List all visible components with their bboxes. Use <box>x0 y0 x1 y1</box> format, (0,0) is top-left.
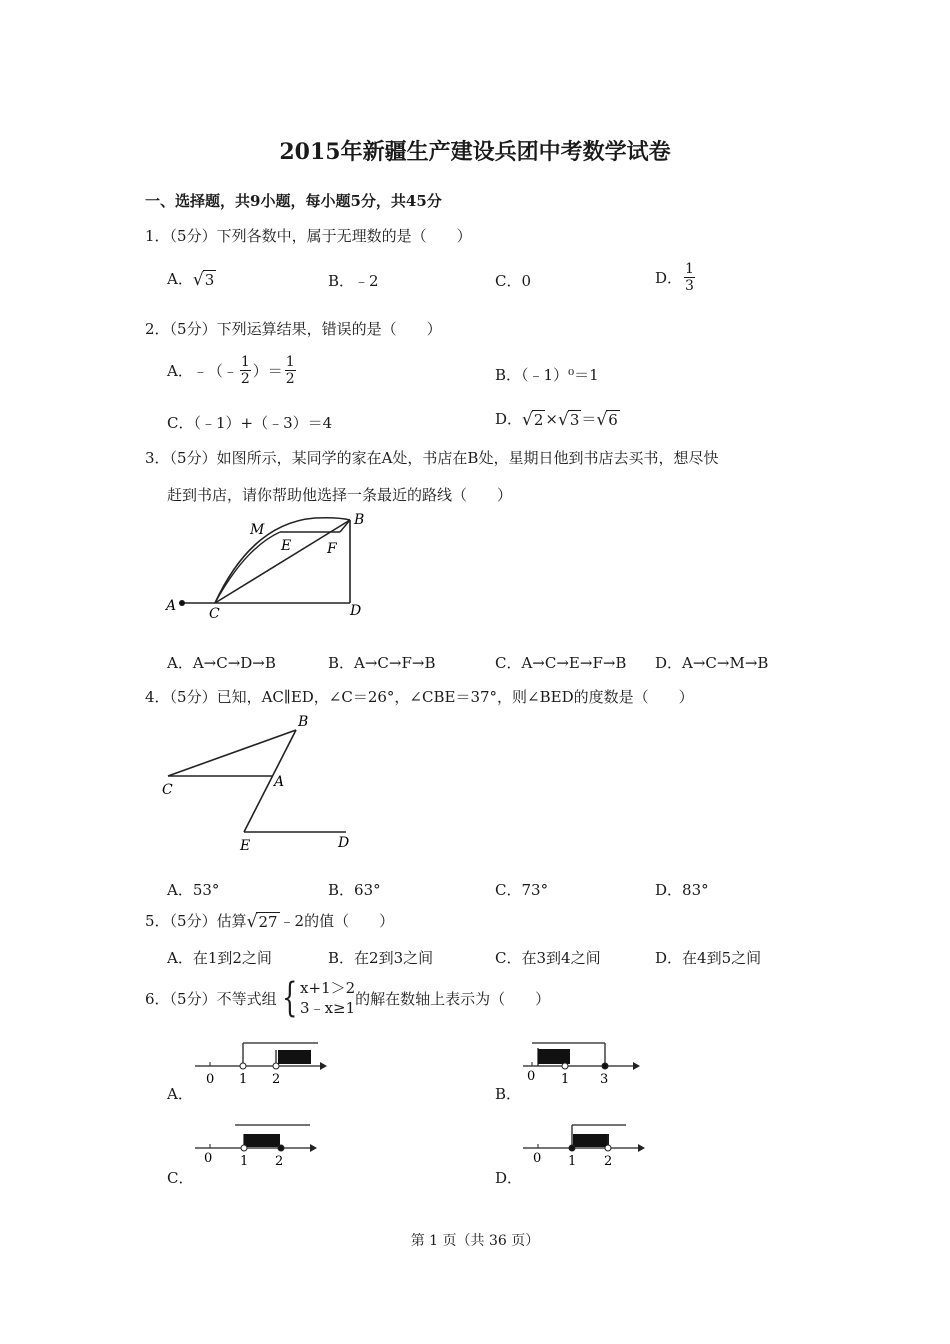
q5-stem: 5．（5分）估算√27 ﹣2的值（ ） <box>145 912 395 932</box>
q1-stem: 1．（5分）下列各数中，属于无理数的是（ ） <box>145 227 472 245</box>
q6-option-c-numberline[interactable] <box>190 1117 330 1172</box>
svg-text:E: E <box>281 538 292 554</box>
q3-route-figure <box>160 508 380 623</box>
q3-option-a[interactable]: A．A→C→D→B <box>167 654 276 672</box>
svg-text:0: 0 <box>206 1072 215 1087</box>
q3-stem-line1: 3．（5分）如图所示，某同学的家在A处，书店在B处，星期日他到书店去买书，想尽快 <box>145 449 719 467</box>
svg-text:1: 1 <box>568 1154 577 1169</box>
svg-text:A: A <box>274 774 285 790</box>
svg-text:2: 2 <box>275 1154 284 1169</box>
svg-text:2: 2 <box>272 1072 281 1087</box>
q6-option-b-numberline[interactable] <box>518 1035 658 1090</box>
svg-text:D: D <box>338 835 350 851</box>
q4-stem: 4．（5分）已知，AC∥ED，∠C＝26°，∠CBE＝37°，则∠BED的度数是（ ） <box>145 688 694 706</box>
q6-option-d-numberline[interactable] <box>518 1117 658 1172</box>
svg-text:A: A <box>166 598 177 614</box>
inequality-system: { x+1＞2 3﹣x≥1 <box>281 975 356 1022</box>
svg-text:1: 1 <box>239 1072 248 1087</box>
svg-text:F: F <box>327 541 337 557</box>
svg-text:1: 1 <box>561 1072 570 1087</box>
svg-text:0: 0 <box>204 1151 213 1166</box>
q2-stem: 2．（5分）下列运算结果，错误的是（ ） <box>145 320 442 338</box>
q1-option-a[interactable]: A．√3 <box>167 270 215 290</box>
q1-option-d[interactable]: D． $\frac{1}{3}$ <box>655 261 694 294</box>
fraction: $\frac{1}{3}$ <box>685 261 694 294</box>
q2-option-b[interactable]: B．（﹣1）⁰＝1 <box>495 366 599 384</box>
q5-option-a[interactable]: A．在1到2之间 <box>167 949 272 967</box>
q1-option-b[interactable]: B．﹣2 <box>328 272 379 290</box>
svg-text:B: B <box>298 714 309 730</box>
q2-option-a[interactable]: A．﹣（﹣ $\frac{1}{2}$ ）＝ $\frac{1}{2}$ <box>167 354 295 387</box>
q3-option-d[interactable]: D．A→C→M→B <box>655 654 769 672</box>
q4-option-d[interactable]: D．83° <box>655 881 709 899</box>
q6-option-d-label[interactable]: D． <box>495 1169 523 1187</box>
svg-text:0: 0 <box>533 1151 542 1166</box>
q5-option-b[interactable]: B．在2到3之间 <box>328 949 434 967</box>
q2-option-d[interactable]: D．√2 ×√3 ＝√6 <box>495 410 618 430</box>
q6-option-a-label[interactable]: A． <box>167 1085 193 1103</box>
svg-text:C: C <box>162 782 173 798</box>
svg-text:E: E <box>240 838 251 854</box>
q6-stem: 6．（5分）不等式组 { x+1＞2 3﹣x≥1 的解在数轴上表示为（ ） <box>145 975 551 1022</box>
q4-angle-figure <box>158 712 368 857</box>
page-title: 2015年新疆生产建设兵团中考数学试卷 <box>279 139 671 165</box>
svg-text:C: C <box>209 606 220 622</box>
svg-text:2: 2 <box>604 1154 613 1169</box>
q2-option-c[interactable]: C．（﹣1）+（﹣3）＝4 <box>167 414 333 432</box>
svg-text:3: 3 <box>600 1072 609 1087</box>
q3-option-b[interactable]: B．A→C→F→B <box>328 654 436 672</box>
q6-option-a-numberline[interactable] <box>190 1035 330 1090</box>
svg-text:M: M <box>250 522 265 538</box>
svg-text:B: B <box>354 512 365 528</box>
q4-option-b[interactable]: B．63° <box>328 881 381 899</box>
q5-option-d[interactable]: D．在4到5之间 <box>655 949 762 967</box>
section-heading: 一、选择题，共9小题，每小题5分，共45分 <box>145 192 442 210</box>
q3-stem-line2: 赶到书店，请你帮助他选择一条最近的路线（ ） <box>167 486 513 504</box>
page-footer: 第 1 页（共 36 页） <box>410 1233 540 1249</box>
svg-text:D: D <box>350 603 362 619</box>
svg-text:0: 0 <box>527 1069 536 1084</box>
sqrt-expression: √3 <box>192 270 215 290</box>
q4-option-a[interactable]: A．53° <box>167 881 220 899</box>
q6-option-c-label[interactable]: C． <box>167 1169 194 1187</box>
svg-text:1: 1 <box>240 1154 249 1169</box>
q4-option-c[interactable]: C．73° <box>495 881 549 899</box>
q1-option-c[interactable]: C．0 <box>495 272 532 290</box>
q3-option-c[interactable]: C．A→C→E→F→B <box>495 654 627 672</box>
q5-option-c[interactable]: C．在3到4之间 <box>495 949 601 967</box>
q6-option-b-label[interactable]: B． <box>495 1085 522 1103</box>
